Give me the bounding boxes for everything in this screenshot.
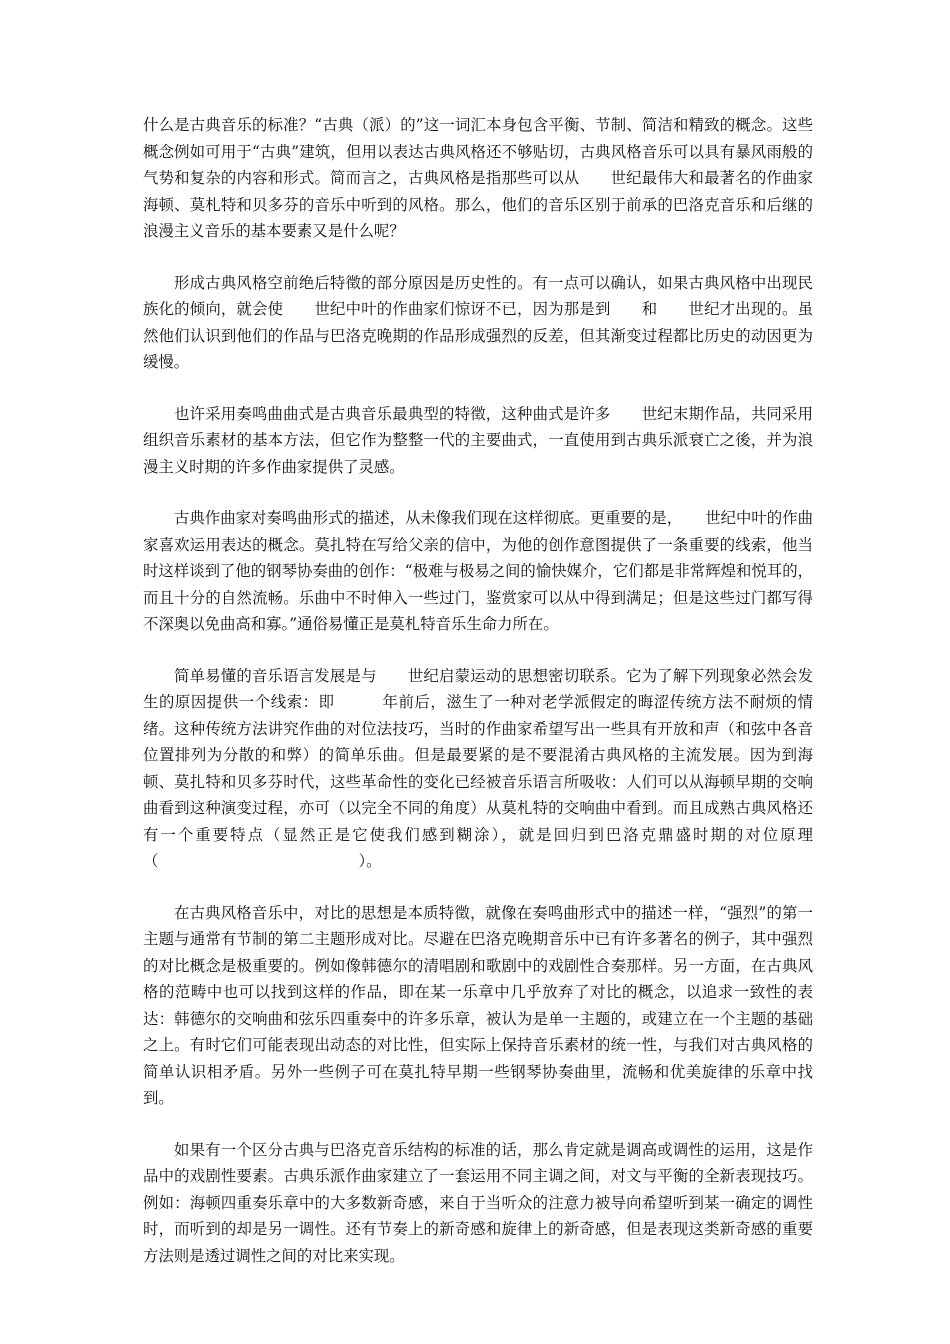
paragraph-6: 在古典风格音乐中，对比的思想是本质特徵，就像在奏鸣曲形式中的描述一样，“强烈”的第一主题与通常有节制的第二主题形成对比。尽避在巴洛克晚期音乐中已有许多著名的例子，其中强烈的对比概念是极重要的。例如像韩德尔的清唱剧和歌剧中的戏剧性合奏那样。另一方面，在古典风格的范畴中也可以找到这样的作品，即在某一乐章中几乎放弃了对比的概念，以追求一致性的表达：韩德尔的交响曲和弦乐四重奏中的许多乐章，被认为是单一主题的，或建立在一个主题的基础之上。有时它们可能表现出动态的对比性，但实际上保持音乐素材的统一性，与我们对古典风格的简单认识相矛盾。另外一些例子可在莫扎特早期一些钢琴协奏曲里，流畅和优美旋律的乐章中找到。 [143,903,813,1107]
paragraph-2: 形成古典风格空前绝后特徵的部分原因是历史性的。有一点可以确认，如果古典风格中出现民族化的倾向，就会使 世纪中叶的作曲家们惊讶不已，因为那是到 和 世纪才出现的。虽然他们认识到他们的作品与巴洛克晚期的作品形成强烈的反差，但其渐变过程都比历史的动因更为缓慢。 [143,273,813,371]
paragraph-3: 也许采用奏鸣曲曲式是古典音乐最典型的特徵，这种曲式是许多 世纪末期作品，共同采用组织音乐素材的基本方法，但它作为整整一代的主要曲式，一直使用到古典乐派衰亡之後，并为浪漫主义时期的许多作曲家提供了灵感。 [143,404,813,476]
paragraph-5: 简单易懂的音乐语言发展是与 世纪启蒙运动的思想密切联系。它为了解下列现象必然会发生的原因提供一个线索：即 年前后，滋生了一种对老学派假定的晦涩传统方法不耐烦的情绪。这种传统方法讲究作曲的对位法技巧，当时的作曲家希望写出一些具有开放和声（和弦中各音位置排列为分散的和弊）的简单乐曲。但是最要紧的是不要混淆古典风格的主流发展。因为到海顿、莫扎特和贝多芬时代，这些革命性的变化已经被音乐语言所吸收：人们可以从海顿早期的交响曲看到这种演变过程，亦可（以完全不同的角度）从莫札特的交响曲中看到。而且成熟古典风格还有一个重要特点（显然正是它使我们感到糊涂），就是回归到巴洛克鼎盛时期的对位原理（ ）。 [143,666,813,870]
document-page [143,112,813,1294]
paragraph-7: 如果有一个区分古典与巴洛克音乐结构的标准的话，那么肯定就是调高或调性的运用，这是作品中的戏剧性要素。古典乐派作曲家建立了一套运用不同主调之间，对文与平衡的全新表现技巧。例如：海顿四重奏乐章中的大多数新奇感，来自于当听众的注意力被导向希望听到某一确定的调性时，而听到的却是另一调性。还有节奏上的新奇感和旋律上的新奇感，但是表现这类新奇感的重要方法则是透过调性之间的对比来实现。 [143,1140,813,1265]
paragraph-1: 什么是古典音乐的标准？“古典（派）的”这一词汇本身包含平衡、节制、简洁和精致的概念。这些概念例如可用于“古典”建筑，但用以表达古典风格还不够贴切，古典风格音乐可以具有暴风雨般的气势和复杂的内容和形式。简而言之，古典风格是指那些可以从 世纪最伟大和最著名的作曲家海顿、莫札特和贝多芬的音乐中听到的风格。那么，他们的音乐区别于前承的巴洛克音乐和后继的浪漫主义音乐的基本要素又是什么呢？ [143,116,813,240]
paragraph-4: 古典作曲家对奏鸣曲形式的描述，从未像我们现在这样彻底。更重要的是， 世纪中叶的作曲家喜欢运用表达的概念。莫扎特在写给父亲的信中，为他的创作意图提供了一条重要的线索，他当时这样谈到了他的钢琴协奏曲的创作：“极难与极易之间的愉快媒介，它们都是非常辉煌和悦耳的，而且十分的自然流畅。乐曲中不时伸入一些过门，鉴赏家可以从中得到满足；但是这些过门都写得不深奥以免曲高和寡。”通俗易懂正是莫札特音乐生命力所在。 [143,509,813,633]
